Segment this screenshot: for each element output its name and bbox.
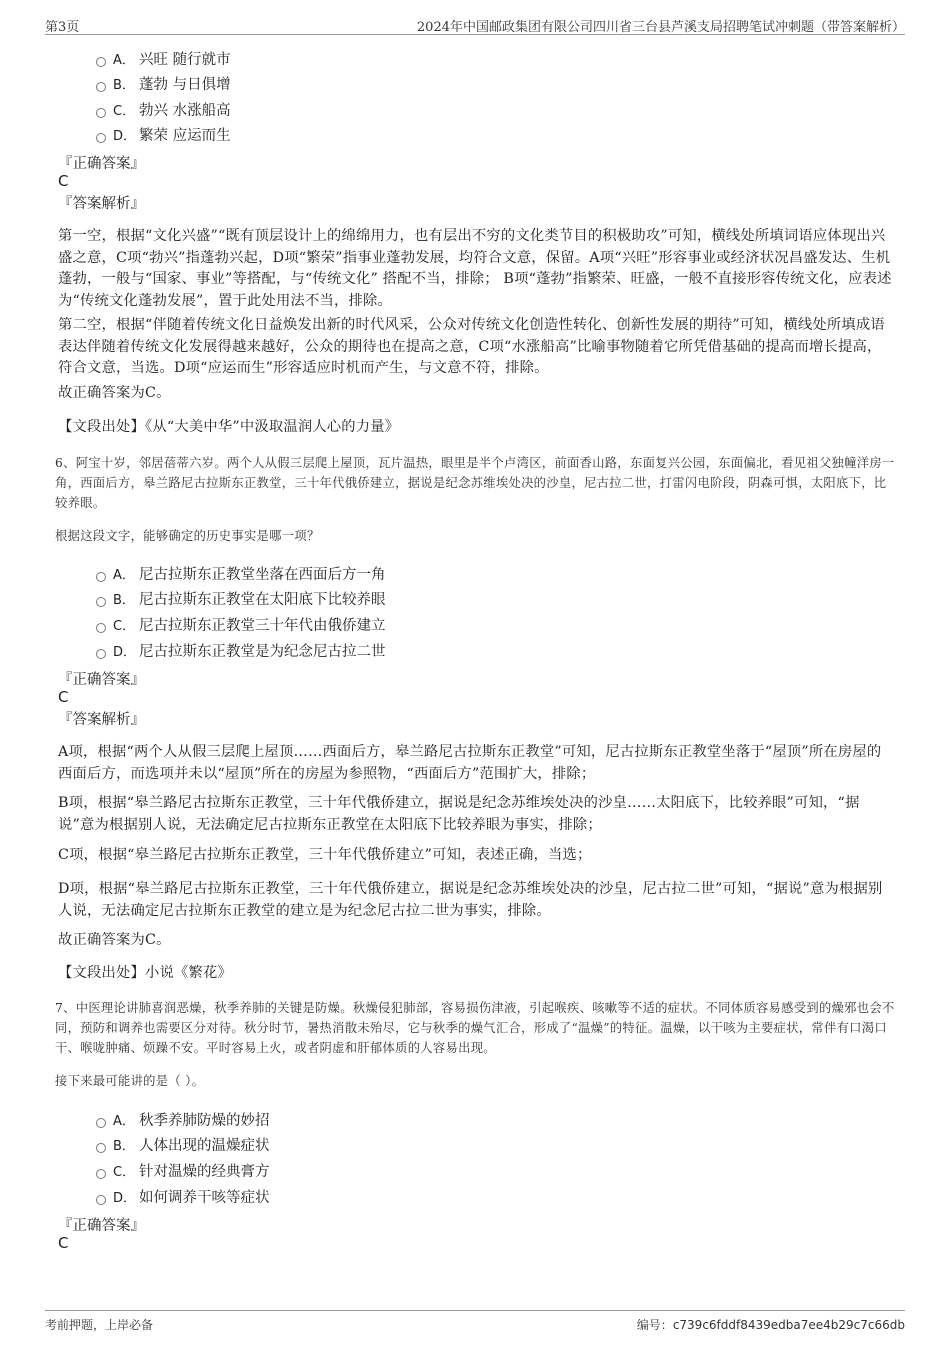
q7-option-a[interactable]: A． 秋季养肺防燥的妙招 xyxy=(96,1109,270,1131)
q5-analysis-p1: 第一空，根据“文化兴盛”“既有顶层设计上的绵绵用力，也有层出不穷的文化类节目的积极助攻”可知，横线处所填词语应体现出兴盛之意，C项“勃兴”指蓬勃兴起，D项“繁荣”指事业蓬勃发展，均符合文意，保留。A项“兴旺”形容事业或经济状况昌盛发达、生机蓬勃，一般与“国家、事业”等搭配，与“传统文化” 搭配不当，排除； B项“蓬勃”指繁荣、旺盛，一般不直接形容传统文化，应表述为“传统文化蓬勃发展”，置于此处用法不当，排除。 xyxy=(58,228,892,309)
page-number: 第3页 xyxy=(45,20,80,35)
q5-analysis-conclusion: 故正确答案为C。 xyxy=(58,385,171,401)
radio-icon[interactable] xyxy=(96,1118,106,1128)
q6-analysis-a: A项，根据“两个人从假三层爬上屋顶……西面后方，皋兰路尼古拉斯东正教堂”可知，尼古拉斯东正教堂坐落于“屋顶”所在房屋的西面后方，而选项并未以“屋顶”所在的房屋为参照物，“西面后方”范围扩大，排除； xyxy=(58,744,882,782)
q5-analysis-p2: 第二空，根据“伴随着传统文化日益焕发出新的时代风采，公众对传统文化创造性转化、创新性发展的期待”可知，横线处所填成语表达伴随着传统文化发展得越来越好，公众的期待也在提高之意，C项“水涨船高”比喻事物随着它所凭借基础的提高而增长提高，符合文意，当选。D项“应运而生”形容适应时机而产生，与文意不符，排除。 xyxy=(58,317,885,376)
q6-analysis-c: C项，根据“皋兰路尼古拉斯东正教堂，三十年代俄侨建立”可知，表述正确，当选； xyxy=(58,847,592,863)
code-value: c739c6fddf8439edba7ee4b29c7c66db xyxy=(672,1318,905,1332)
radio-icon[interactable] xyxy=(96,1195,106,1205)
q6-analysis-conclusion: 故正确答案为C。 xyxy=(58,932,171,948)
q7-passage: 7、中医理论讲肺喜润恶燥，秋季养肺的关键是防燥。秋燥侵犯肺部，容易损伤津液，引起喉疾、咳嗽等不适的症状。不同体质容易感受到的燥邪也会不同，预防和调养也需要区分对待。秋分时节，暑热消散未殆尽，它与秋季的燥气汇合，形成了“温燥”的特征。温燥，以干咳为主要症状，常伴有口渴口干、喉咙肿痛、烦躁不安。平时容易上火，或者阴虚和肝郁体质的人容易出现。 xyxy=(55,1001,895,1055)
q5-analysis-label: 『答案解析』 xyxy=(58,196,145,212)
q7-answer: C xyxy=(58,1234,69,1252)
q6-option-a[interactable]: A． 尼古拉斯东正教堂坐落在西面后方一角 xyxy=(96,563,386,585)
radio-icon[interactable] xyxy=(96,623,106,633)
radio-icon[interactable] xyxy=(96,572,106,582)
radio-icon[interactable] xyxy=(96,597,106,607)
radio-icon[interactable] xyxy=(96,1143,106,1153)
q6-passage: 6、阿宝十岁，邻居蓓蒂六岁。两个人从假三层爬上屋顶，瓦片温热，眼里是半个卢湾区，前面香山路，东面复兴公园，东面偏北，看见祖父独幢洋房一角，西面后方，皋兰路尼古拉斯东正教堂，三十年代俄侨建立，据说是纪念苏维埃处决的沙皇，尼古拉二世，打雷闪电阶段，阴森可惧，太阳底下，比较养眼。 xyxy=(55,456,895,510)
page-footer xyxy=(45,1310,905,1333)
q5-answer-label: 『正确答案』 xyxy=(58,156,145,172)
radio-icon[interactable] xyxy=(96,108,106,118)
q6-question: 根据这段文字，能够确定的历史事实是哪一项？ xyxy=(55,529,320,543)
q6-option-d[interactable]: D． 尼古拉斯东正教堂是为纪念尼古拉二世 xyxy=(96,640,386,662)
document-title: 2024年中国邮政集团有限公司四川省三台县芦溪支局招聘笔试冲刺题（带答案解析） xyxy=(416,20,905,35)
code-label: 编号： xyxy=(636,1318,673,1332)
radio-icon[interactable] xyxy=(96,133,106,143)
q5-option-c[interactable]: C． 勃兴 水涨船高 xyxy=(96,99,231,121)
q5-answer: C xyxy=(58,172,69,190)
q6-analysis-d: D项，根据“皋兰路尼古拉斯东正教堂，三十年代俄侨建立，据说是纪念苏维埃处决的沙皇，尼古拉二世”可知，“据说”意为根据别人说，无法确定尼古拉斯东正教堂的建立是为纪念尼古拉二世为事实，排除。 xyxy=(58,881,883,919)
radio-icon[interactable] xyxy=(96,1169,106,1179)
q6-answer: C xyxy=(58,688,69,706)
q7-option-b[interactable]: B． 人体出现的温燥症状 xyxy=(96,1134,270,1156)
q7-option-c[interactable]: C． 针对温燥的经典膏方 xyxy=(96,1160,270,1182)
q5-option-d[interactable]: D． 繁荣 应运而生 xyxy=(96,124,231,146)
radio-icon[interactable] xyxy=(96,649,106,659)
q7-option-d[interactable]: D． 如何调养干咳等症状 xyxy=(96,1186,270,1208)
radio-icon[interactable] xyxy=(96,82,106,92)
q6-option-b[interactable]: B． 尼古拉斯东正教堂在太阳底下比较养眼 xyxy=(96,588,386,610)
document-code xyxy=(637,1316,905,1333)
footer-slogan: 考前押题，上岸必备 xyxy=(45,1318,154,1332)
q7-question: 接下来最可能讲的是（ ）。 xyxy=(55,1074,205,1088)
q6-analysis-label: 『答案解析』 xyxy=(58,712,145,728)
q6-source: 【文段出处】小说《繁花》 xyxy=(58,965,232,981)
q7-answer-label: 『正确答案』 xyxy=(58,1218,145,1234)
radio-icon[interactable] xyxy=(96,57,106,67)
q6-option-c[interactable]: C． 尼古拉斯东正教堂三十年代由俄侨建立 xyxy=(96,614,386,636)
q6-answer-label: 『正确答案』 xyxy=(58,672,145,688)
page-header xyxy=(45,14,905,35)
q5-option-a[interactable]: A． 兴旺 随行就市 xyxy=(96,48,231,70)
q5-source: 【文段出处】《从“大美中华”中汲取温润人心的力量》 xyxy=(58,419,400,435)
q5-option-b[interactable]: B． 蓬勃 与日俱增 xyxy=(96,73,231,95)
q6-analysis-b: B项，根据“皋兰路尼古拉斯东正教堂，三十年代俄侨建立，据说是纪念苏维埃处决的沙皇……太阳底下，比较养眼”可知，“据说”意为根据别人说，无法确定尼古拉斯东正教堂在太阳底下比较养眼为事实，排除； xyxy=(58,795,860,833)
